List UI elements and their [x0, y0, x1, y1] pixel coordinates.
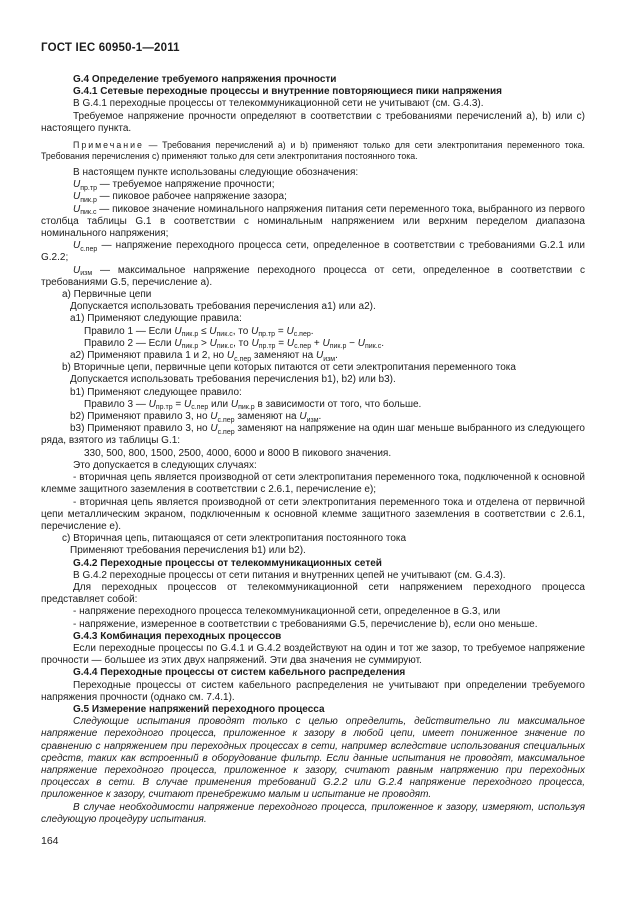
heading-g4: G.4 Определение требуемого напряжения прочности	[73, 74, 337, 85]
para-g42-body: Для переходных процессов от телекоммуникационной сети напряжением переходного процесса представляет собой:	[41, 581, 585, 606]
u-subscript: с.пер	[217, 416, 235, 424]
note-block: Примечание — Требования перечислений a) и b) применяют только для сети электропитания переменного тока. Требования перечисления c) применяют только для сети электропитания постоянного тока.	[41, 140, 585, 162]
u-symbol: U	[251, 337, 259, 349]
u-symbol: U	[322, 337, 330, 349]
u-symbol: U	[357, 337, 365, 349]
u-subscript: с.пер	[293, 331, 311, 339]
u-symbol: U	[209, 337, 217, 349]
u-symbol: U	[174, 325, 182, 337]
list-item-b-intro: Допускается использовать требования перечисления b1), b2) или b3).	[70, 374, 396, 386]
list-item-a2: a2) Применяют правила 1 и 2, но $U_{с.пер}$ заменяют на $U_{изм}$.	[70, 350, 338, 363]
u-subscript: пр.тр	[258, 343, 276, 351]
definition-u-pr-tr: $U_{пр.тр}$ — требуемое напряжение прочности;	[73, 179, 275, 192]
u-subscript: пик.р	[80, 196, 97, 204]
u-symbol: U	[210, 423, 218, 435]
u-symbol: U	[251, 325, 259, 337]
u-symbol: U	[286, 325, 294, 337]
u-subscript: изм	[80, 270, 93, 278]
para-g41-required: Требуемое напряжение прочности определяют в соответствии с требованиями перечислений a), b) или c) настоящего пункта.	[41, 110, 585, 134]
heading-g42: G.4.2 Переходные процессы от телекоммуникационных сетей	[73, 557, 382, 569]
u-subscript: пик.с	[80, 209, 97, 217]
u-subscript: пик.р	[238, 404, 255, 412]
dash-item-g42-1: - напряжение переходного процесса телекоммуникационной сети, определенное в G.3, или	[73, 606, 501, 618]
u-subscript: пик.р	[181, 343, 199, 351]
u-symbol: U	[230, 398, 239, 410]
u-symbol: U	[148, 398, 156, 410]
u-symbol: U	[286, 337, 295, 349]
u-subscript: с.пер	[294, 343, 312, 351]
u-symbol: U	[210, 411, 218, 423]
heading-g44: G.4.4 Переходные процессы от систем кабельного распределения	[73, 667, 406, 679]
rule-1: Правило 1 — Если $U_{пик.р} \le U_{пик.с}$, то $U_{пр.тр} = U_{с.пер}$.	[84, 325, 314, 339]
list-item-b2: b2) Применяют правило 3, но $U_{с.пер}$ заменяют на $U_{изм}$.	[70, 411, 322, 424]
u-subscript: пр.тр	[155, 404, 173, 412]
heading-g5: G.5 Измерение напряжений переходного процесса	[73, 703, 325, 715]
u-subscript: пр.тр	[80, 184, 97, 192]
u-subscript: пик.с	[364, 343, 382, 351]
list-item-a: a) Первичные цепи	[62, 289, 152, 301]
u-symbol: U	[315, 350, 324, 362]
u-symbol: U	[73, 203, 81, 215]
para-g42-intro: В G.4.2 переходные процессы от сети питания и внутренних цепей не учитывают (см. G.4.3).	[73, 569, 506, 581]
u-subscript: с.пер	[217, 428, 235, 436]
definition-u-izm: $U_{изм}$ — максимальное напряжение переходного процесса от сети, определенное в соответствии с требованиями G.5, перечисление a).	[41, 264, 585, 288]
u-subscript: пр.тр	[258, 331, 276, 339]
list-item-b: b) Вторичные цепи, первичные цепи которых питаются от сети электропитания переменного тока	[62, 362, 516, 374]
list-item-b1: b1) Применяют следующее правило:	[70, 386, 242, 398]
note-label: Примечание	[73, 140, 144, 151]
rule-2: Правило 2 — Если $U_{пик.р} > U_{пик.с}$, то $U_{пр.тр} = U_{с.пер} + U_{пик.р} - U_{пик.с}$.	[84, 337, 384, 351]
dash-item-g42-2: - напряжение, измеренное в соответствии с требованиями G.5, перечисление b), если оно меньше.	[73, 618, 538, 630]
definition-u-s-per: $U_{с.пер}$ — напряжение переходного процесса сети, определенное в соответствии с требованиями G.2.1 или G.2.2;	[41, 240, 585, 264]
list-item-a-intro: Допускается использовать требования перечисления a1) или a2).	[70, 301, 376, 313]
u-symbol: U	[174, 337, 182, 349]
heading-g41: G.4.1 Сетевые переходные процессы и внутренние повторяющиеся пики напряжения	[73, 86, 502, 98]
rule-3: Правило 3 — $U_{пр.тр} = U_{с.пер}$ или $U_{пик.р}$ в зависимости от того, что больше.	[84, 398, 422, 412]
u-symbol: U	[209, 325, 217, 337]
u-subscript: изм	[323, 355, 336, 363]
u-subscript: пик.р	[181, 331, 199, 339]
u-subscript: с.пер	[191, 404, 209, 412]
list-item-c: c) Вторичная цепь, питающаяся от сети электропитания постоянного тока	[62, 533, 407, 545]
definition-u-pik-s: $U_{пик.с}$ — пиковое значение номинального напряжения питания сети переменного тока, выбранного из первого столбца таблицы G.1 в соответствии с номинальным напряжением или верхним переделом диапазона номинального напряжения;	[41, 203, 585, 240]
para-g44-body: Переходные процессы от систем кабельного распределения не учитывают при определении требуемого напряжения прочности (однако см. 7.4.1).	[41, 679, 585, 703]
doc-header-title: ГОСТ IEC 60950-1—2011	[41, 42, 180, 54]
u-symbol: U	[73, 191, 81, 203]
para-allowed-cases: Это допускается в следующих случаях:	[73, 459, 257, 471]
para-designations-intro: В настоящем пункте использованы следующие обозначения:	[73, 167, 359, 179]
u-subscript: с.пер	[234, 355, 252, 363]
list-item-b3: b3) Применяют правило 3, но $U_{с.пер}$ заменяют на напряжение на один шаг меньше выбранного из следующего ряда, взятого из таблицы G.1:	[41, 423, 585, 447]
page-number: 164	[41, 834, 59, 847]
u-subscript: с.пер	[80, 245, 98, 253]
u-subscript: пик.с	[216, 331, 233, 339]
dash-item-secondary-1: - вторичная цепь является производной от сети электропитания переменного тока, подключенной к основной клемме защитного заземления в соответствии с 2.6.1, перечисление e);	[41, 472, 585, 496]
u-symbol: U	[73, 179, 81, 191]
u-subscript: изм	[306, 416, 319, 424]
list-item-c-intro: Применяют требования перечисления b1) или b2).	[70, 545, 306, 557]
voltage-series: 330, 500, 800, 1500, 2500, 4000, 6000 и 8000 В пикового значения.	[84, 447, 392, 459]
u-subscript: пик.с	[216, 343, 234, 351]
para-g43-body: Если переходные процессы по G.4.1 и G.4.2 воздействуют на один и тот же зазор, то требуемое напряжение прочности — большее из этих двух напряжений. Эти два значения не суммируют.	[41, 642, 585, 667]
list-item-a1: a1) Применяют следующие правила:	[70, 313, 242, 325]
document-body	[41, 74, 585, 826]
u-subscript: пик.р	[329, 343, 347, 351]
u-symbol: U	[73, 240, 81, 252]
para-g5-italic-1: Следующие испытания проводят только с целью определить, действительно ли максимальное напряжение переходного процесса, приложенное к зазору в любой цепи, имеет пониженное значение по сравнению с напряжением при переходных процессах в сети, например вследствие использования специальных средств, таких как встроенный в оборудование фильтр. Если данные испытания не проводят, максимальное напряжение переходного процесса, приложенное к зазору, считают равным напряжению при переходных процессах в сети. В случае применения требований G.2.2 или G.2.4 напряжение переходного процесса, приложенное к зазору, считают пренебрежимо малым и испытание не проводят.	[41, 716, 585, 801]
u-symbol: U	[299, 411, 307, 423]
definition-u-pik-r: $U_{пик.р}$ — пиковое рабочее напряжение зазора;	[73, 191, 287, 204]
para-g5-italic-2: В случае необходимости напряжение переходного процесса, приложенное к зазору, измеряют, используя следующую процедуру испытания.	[41, 801, 585, 825]
para-g41-telecom: В G.4.1 переходные процессы от телекоммуникационной сети не учитывают (см. G.4.3).	[73, 98, 484, 110]
dash-item-secondary-2: - вторичная цепь является производной от сети электропитания переменного тока и отделена от первичной цепи металлическим экраном, подключенным к основной клемме защитного заземления в соответствии с 2.6.1, перечисление e).	[41, 496, 585, 532]
u-symbol: U	[184, 398, 192, 410]
heading-g43: G.4.3 Комбинация переходных процессов	[73, 630, 282, 642]
u-symbol: U	[73, 264, 81, 276]
u-symbol: U	[226, 350, 235, 362]
